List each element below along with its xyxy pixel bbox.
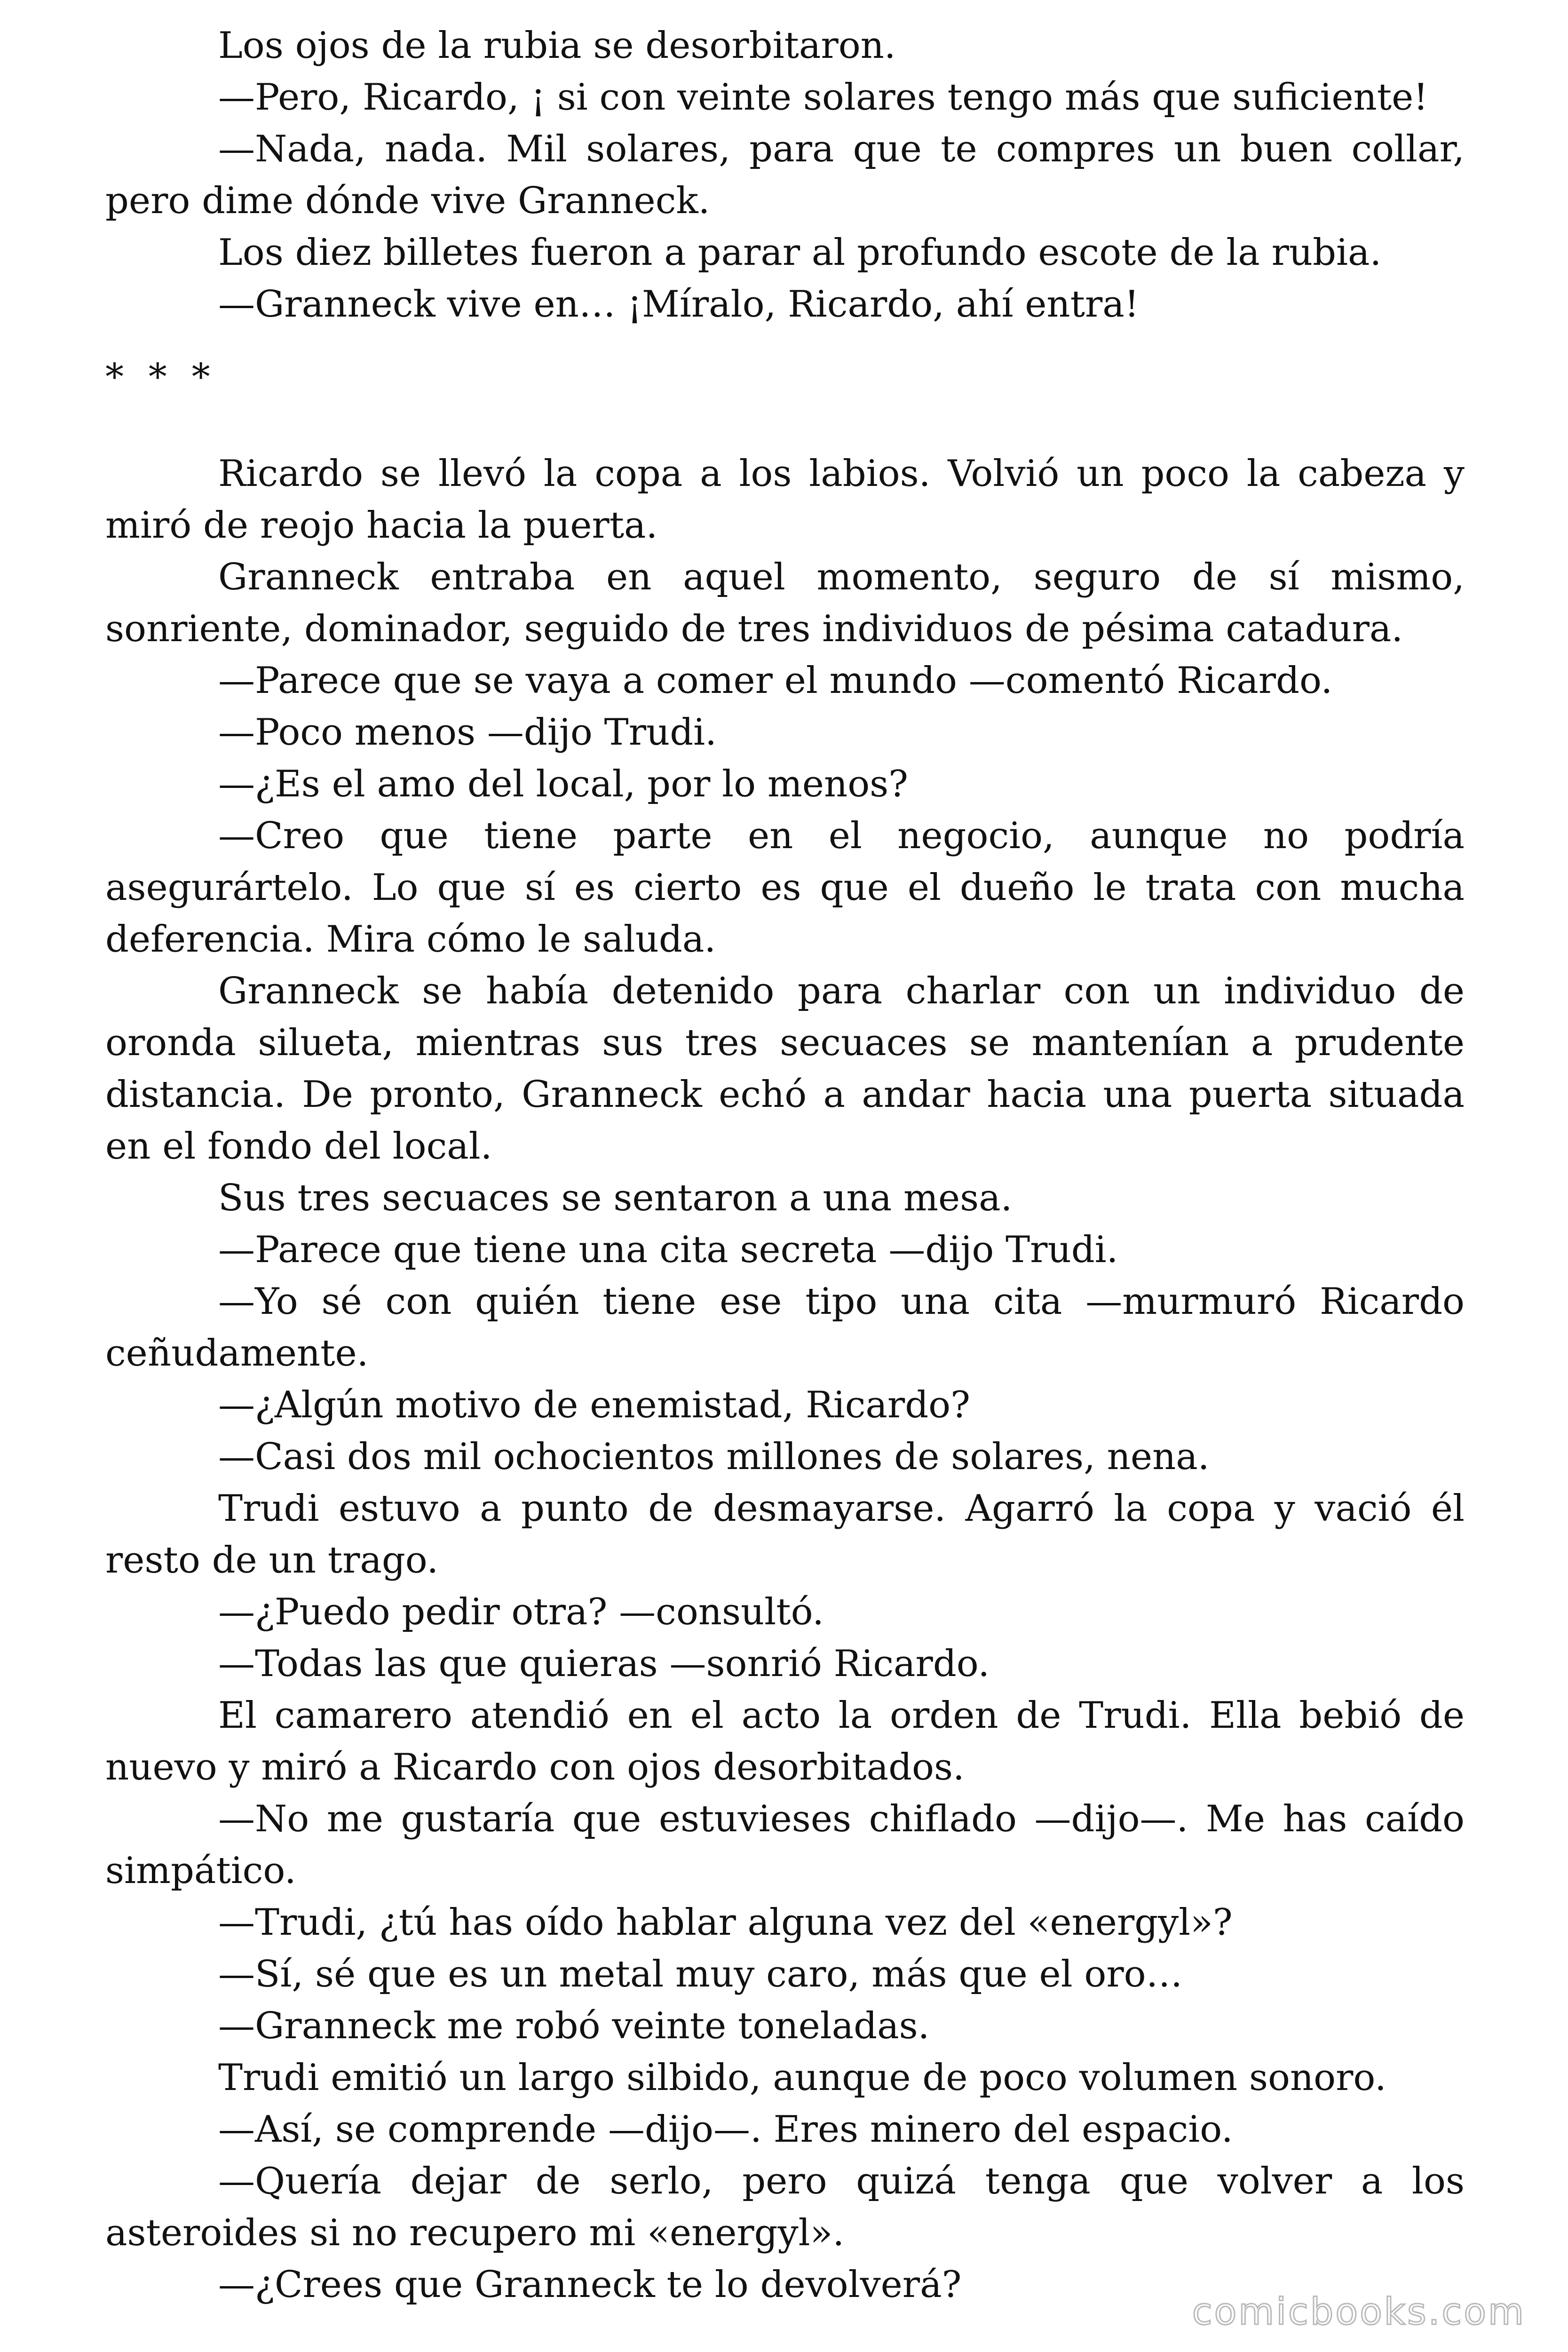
paragraph: —Yo sé con quién tiene ese tipo una cita —murmuró Ricardo ceñudamente. [105,1280,1465,1375]
paragraph: —Trudi, ¿tú has oído hablar alguna vez del «energyl»? [218,1901,1233,1944]
paragraph: —Creo que tiene parte en el negocio, aunque no podría asegurártelo. Lo que sí es cierto es que el dueño le trata con mucha deferencia. Mira cómo le saluda. [105,815,1465,961]
paragraph: Trudi emitió un largo silbido, aunque de poco volumen sonoro. [218,2057,1386,2099]
paragraph: El camarero atendió en el acto la orden de Trudi. Ella bebió de nuevo y miró a Ricardo con ojos desorbitados. [105,1694,1465,1788]
paragraph: Trudi estuvo a punto de desmayarse. Agarró la copa y vació él resto de un trago. [105,1487,1465,1581]
paragraph: —Todas las que quieras —sonrió Ricardo. [218,1643,990,1685]
paragraph: Ricardo se llevó la copa a los labios. Volvió un poco la cabeza y miró de reojo hacia la puerta. [105,453,1465,547]
paragraph: Granneck entraba en aquel momento, seguro de sí mismo, sonriente, dominador, seguido de tres individuos de pésima catadura. [105,556,1465,650]
paragraph: —Quería dejar de serlo, pero quizá tenga que volver a los asteroides si no recupero mi «energyl». [105,2160,1465,2254]
book-page [105,20,1465,2311]
paragraph: Granneck se había detenido para charlar con un individuo de oronda silueta, mientras sus tres secuaces se mantenían a prudente distancia. De pronto, Granneck echó a andar hacia una puerta situada en el fondo del local. [105,970,1465,1168]
paragraph: Los ojos de la rubia se desorbitaron. [218,24,896,67]
paragraph: —No me gustaría que estuvieses chiflado —dijo—. Me has caído simpático. [105,1798,1465,1892]
paragraph: Sus tres secuaces se sentaron a una mesa. [218,1177,1013,1219]
paragraph: —Granneck vive en… ¡Míralo, Ricardo, ahí entra! [218,283,1140,326]
paragraph: —¿Algún motivo de enemistad, Ricardo? [218,1384,970,1426]
paragraph: —¿Crees que Granneck te lo devolverá? [218,2264,962,2306]
paragraph: —Así, se comprende —dijo—. Eres minero del espacio. [218,2108,1233,2151]
paragraph: —Parece que se vaya a comer el mundo —comentó Ricardo. [218,660,1333,702]
paragraph: —Nada, nada. Mil solares, para que te compres un buen collar, pero dime dónde vive Granneck. [105,128,1465,222]
paragraph: Los diez billetes fueron a parar al profundo escote de la rubia. [218,231,1382,274]
paragraph: —Parece que tiene una cita secreta —dijo Trudi. [218,1229,1118,1271]
paragraph: —Poco menos —dijo Trudi. [218,711,717,754]
paragraph: —¿Puedo pedir otra? —consultó. [218,1591,824,1633]
paragraph: —Granneck me robó veinte toneladas. [218,2005,930,2047]
watermark: comicbooks.com [1192,2291,1526,2333]
paragraph: —Pero, Ricardo, ¡ si con veinte solares tengo más que suficiente! [218,76,1428,119]
paragraph: —¿Es el amo del local, por lo menos? [218,763,908,805]
section-separator: * * * [105,356,217,398]
paragraph: —Sí, sé que es un metal muy caro, más que el oro… [218,1953,1183,1995]
paragraph: —Casi dos mil ochocientos millones de solares, nena. [218,1436,1210,1478]
